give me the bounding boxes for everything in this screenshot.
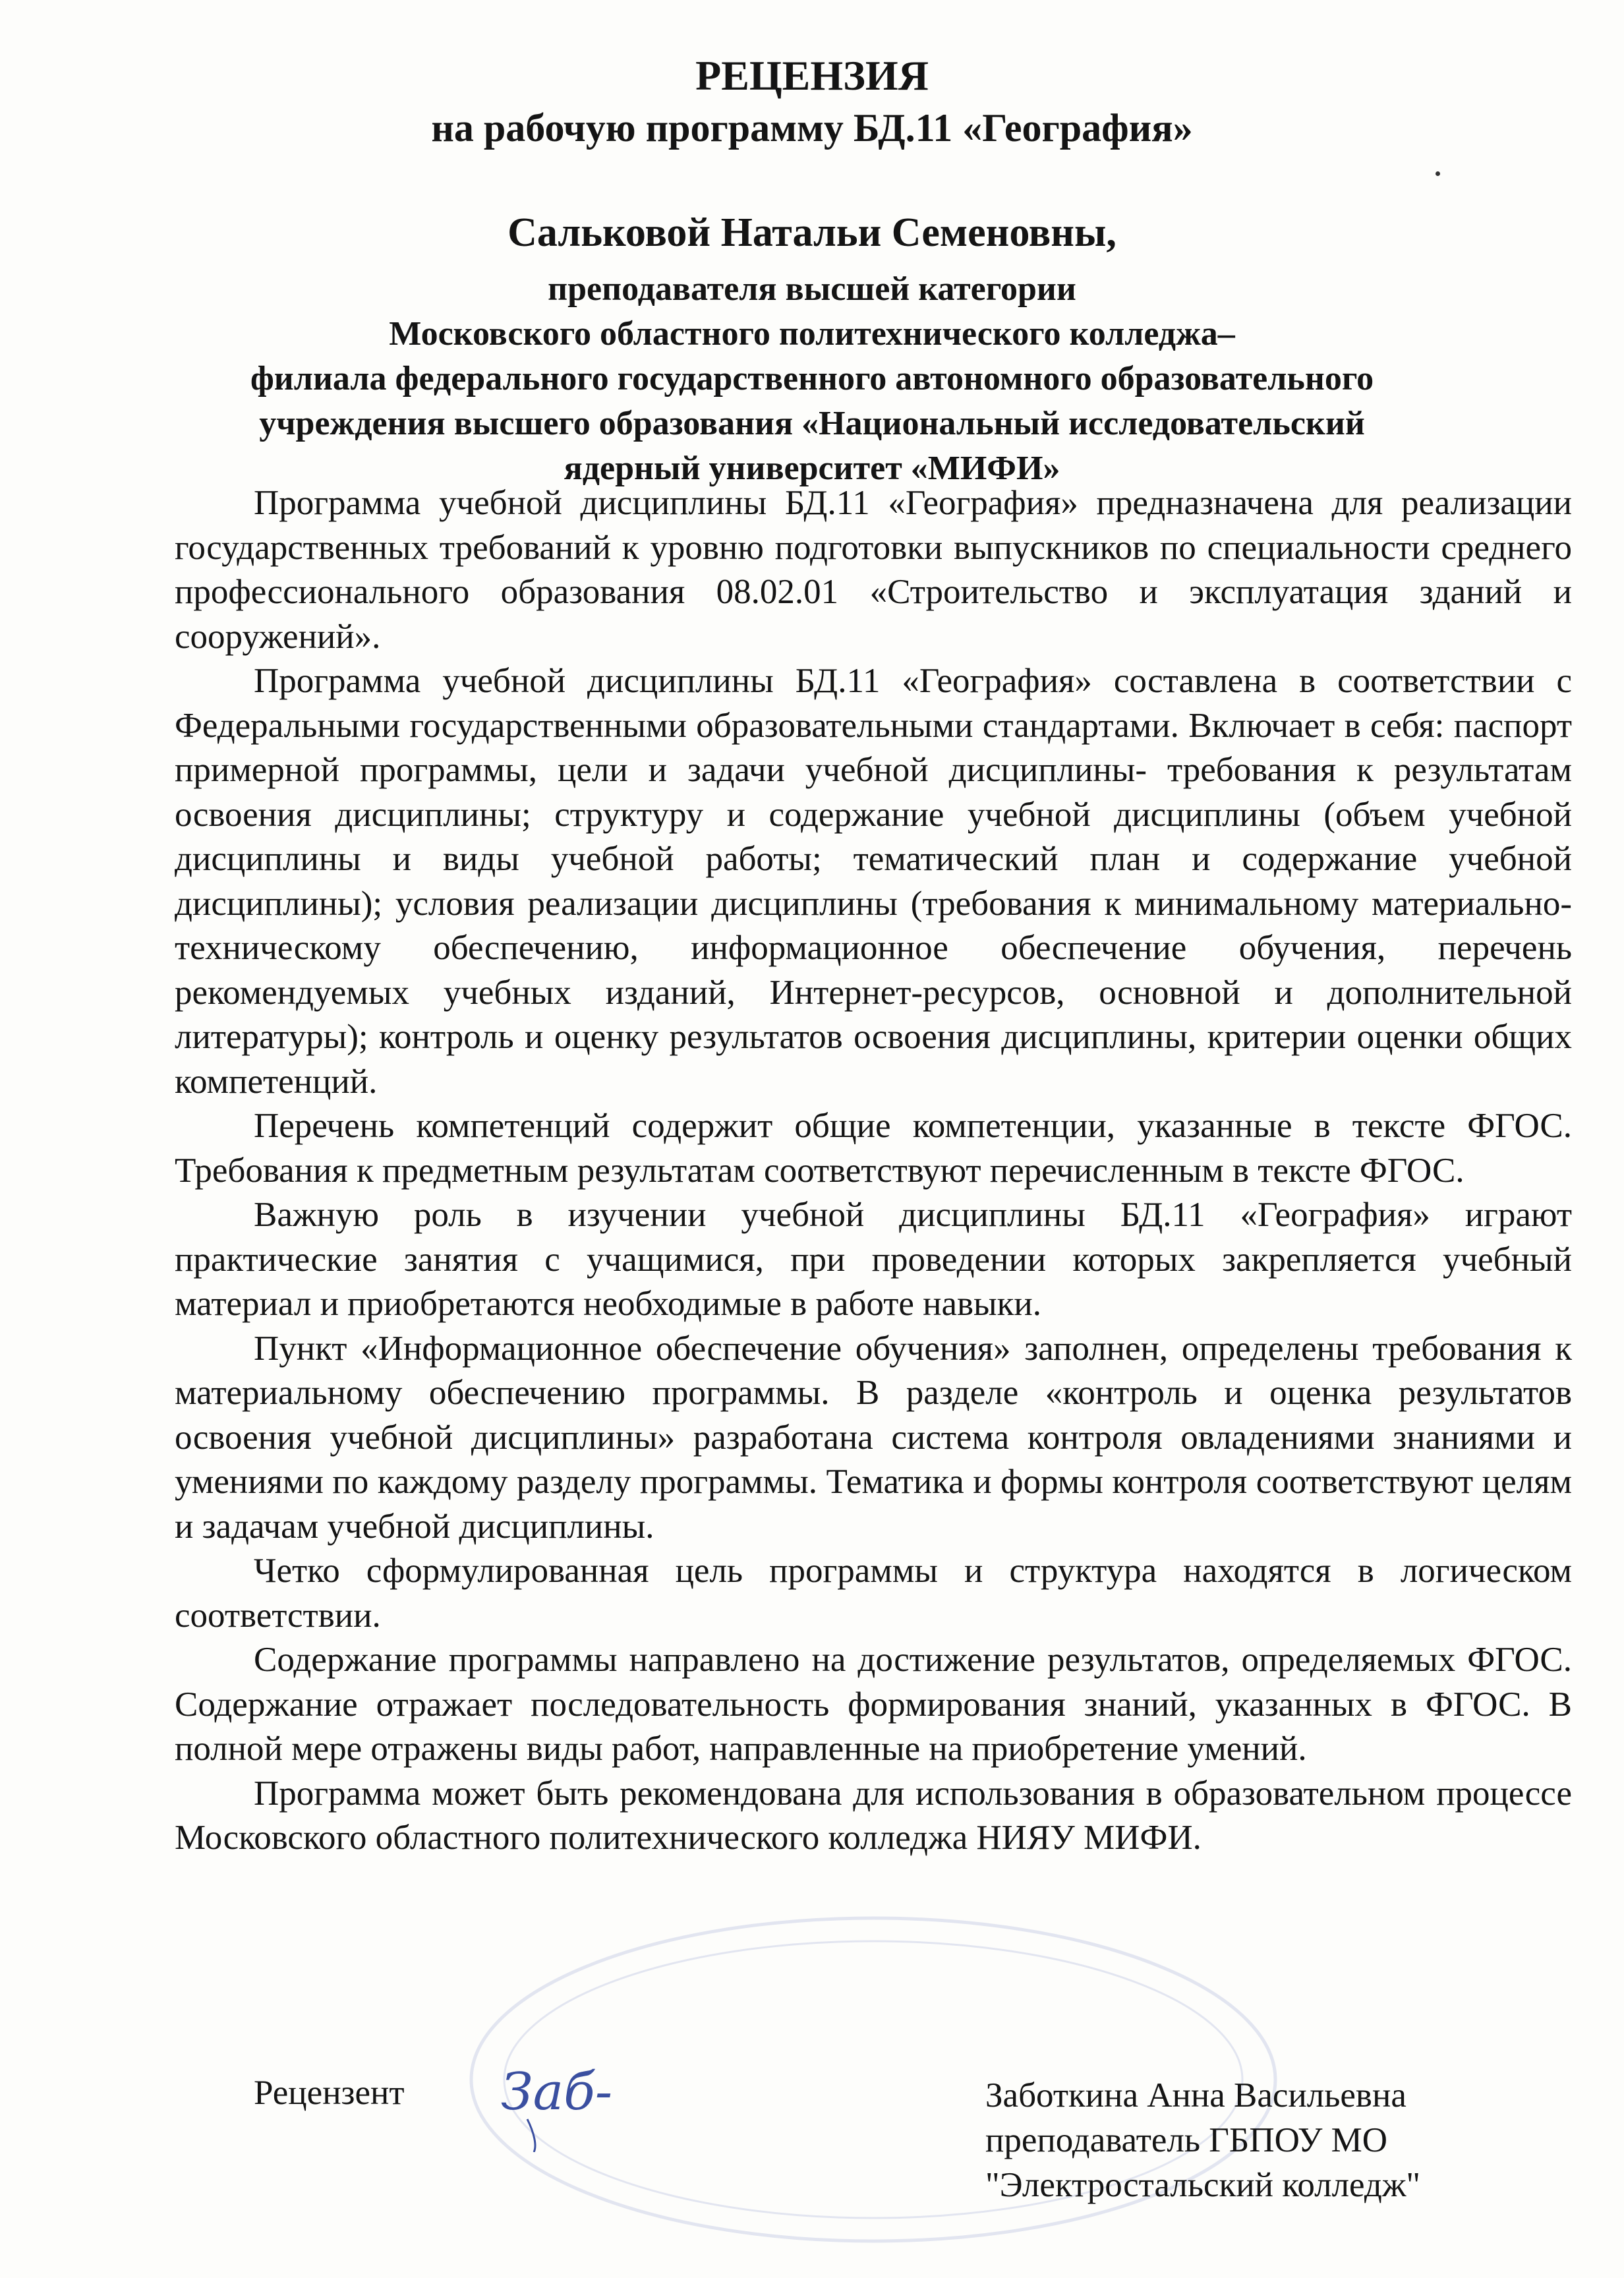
review-paragraph: Пункт «Информационное обеспечение обучения» заполнен, определены требования к материальному обеспечению программы. В разделе «контроль и оценка результатов освоения учебной дисциплины» разработана система контроля овладениями знаниями и умениями по каждому разделу программы. Тематика и формы контроля соответствуют целям и задачам учебной дисциплины. bbox=[175, 1329, 1572, 1546]
review-paragraph: Программа учебной дисциплины БД.11 «География» предназначена для реализации государственных требований к уровню подготовки выпускников по специальности среднего профессионального образования 08.02.01 «Строительство и эксплуатация зданий и сооружений». bbox=[175, 484, 1572, 656]
review-paragraph: Содержание программы направлено на достижение результатов, определяемых ФГОС. Содержание отражает последовательность формирования знаний, указанных в ФГОС. В полной мере отражены виды работ, направленные на приобретение умений. bbox=[175, 1641, 1572, 1768]
review-body bbox=[175, 481, 1572, 1861]
scan-speck bbox=[1436, 171, 1440, 176]
affiliation-line: ядерный университет «МИФИ» bbox=[564, 450, 1060, 487]
document-subtitle: на рабочую программу БД.11 «География» bbox=[431, 106, 1193, 150]
reviewer-position: преподаватель ГБПОУ МО bbox=[985, 2121, 1388, 2159]
signature-block bbox=[0, 2062, 1624, 2258]
affiliation-line: филиала федерального государственного автономного образовательного bbox=[250, 360, 1374, 397]
review-paragraph: Перечень компетенций содержит общие компетенции, указанные в тексте ФГОС. Требования к предметным результатам соответствуют перечисленным в тексте ФГОС. bbox=[175, 1107, 1572, 1190]
review-paragraph: Четко сформулированная цель программы и структура находятся в логическом соответствии. bbox=[175, 1552, 1572, 1635]
signature-icon bbox=[488, 2047, 659, 2152]
author-name: Сальковой Натальи Семеновны, bbox=[508, 210, 1116, 255]
reviewer-label: Рецензент bbox=[254, 2074, 405, 2112]
review-paragraph: Программа учебной дисциплины БД.11 «География» составлена в соответствии с Федеральными государственными образовательными стандартами. Включает в себя: паспорт примерной программы, цели и задачи учебной дисциплины- требования к результатам освоения дисциплины; структуру и содержание учебной дисциплины (объем учебной дисциплины и виды учебной работы; тематический план и содержание учебной дисциплины); условия реализации дисциплины (требования к минимальному материально-техническому обеспечению, информационное обеспечение обучения, перечень рекомендуемых учебных изданий, Интернет-ресурсов, основной и дополнительной литературы); контроль и оценку результатов освоения дисциплины, критерии оценки общих компетенций. bbox=[175, 662, 1572, 1101]
reviewer-organization: "Электростальский колледж" bbox=[985, 2166, 1421, 2204]
author-affiliation bbox=[0, 267, 1624, 491]
review-paragraph: Важную роль в изучении учебной дисциплины БД.11 «География» играют практические занятия с учащимися, при проведении которых закрепляется учебный материал и приобретаются необходимые в работе навыки. bbox=[175, 1196, 1572, 1323]
document-title: РЕЦЕНЗИЯ bbox=[695, 52, 929, 99]
affiliation-line: преподавателя высшей категории bbox=[548, 270, 1076, 308]
affiliation-line: Московского областного политехнического колледжа– bbox=[389, 315, 1235, 353]
reviewer-name: Заботкина Анна Васильевна bbox=[985, 2076, 1406, 2115]
affiliation-line: учреждения высшего образования «Национальный исследовательский bbox=[259, 405, 1365, 442]
review-paragraph: Программа может быть рекомендована для использования в образовательном процессе Московского областного политехнического колледжа НИЯУ МИФИ. bbox=[175, 1774, 1572, 1857]
reviewer-info bbox=[985, 2073, 1420, 2207]
signature-handwriting: Заб- bbox=[501, 2062, 613, 2122]
